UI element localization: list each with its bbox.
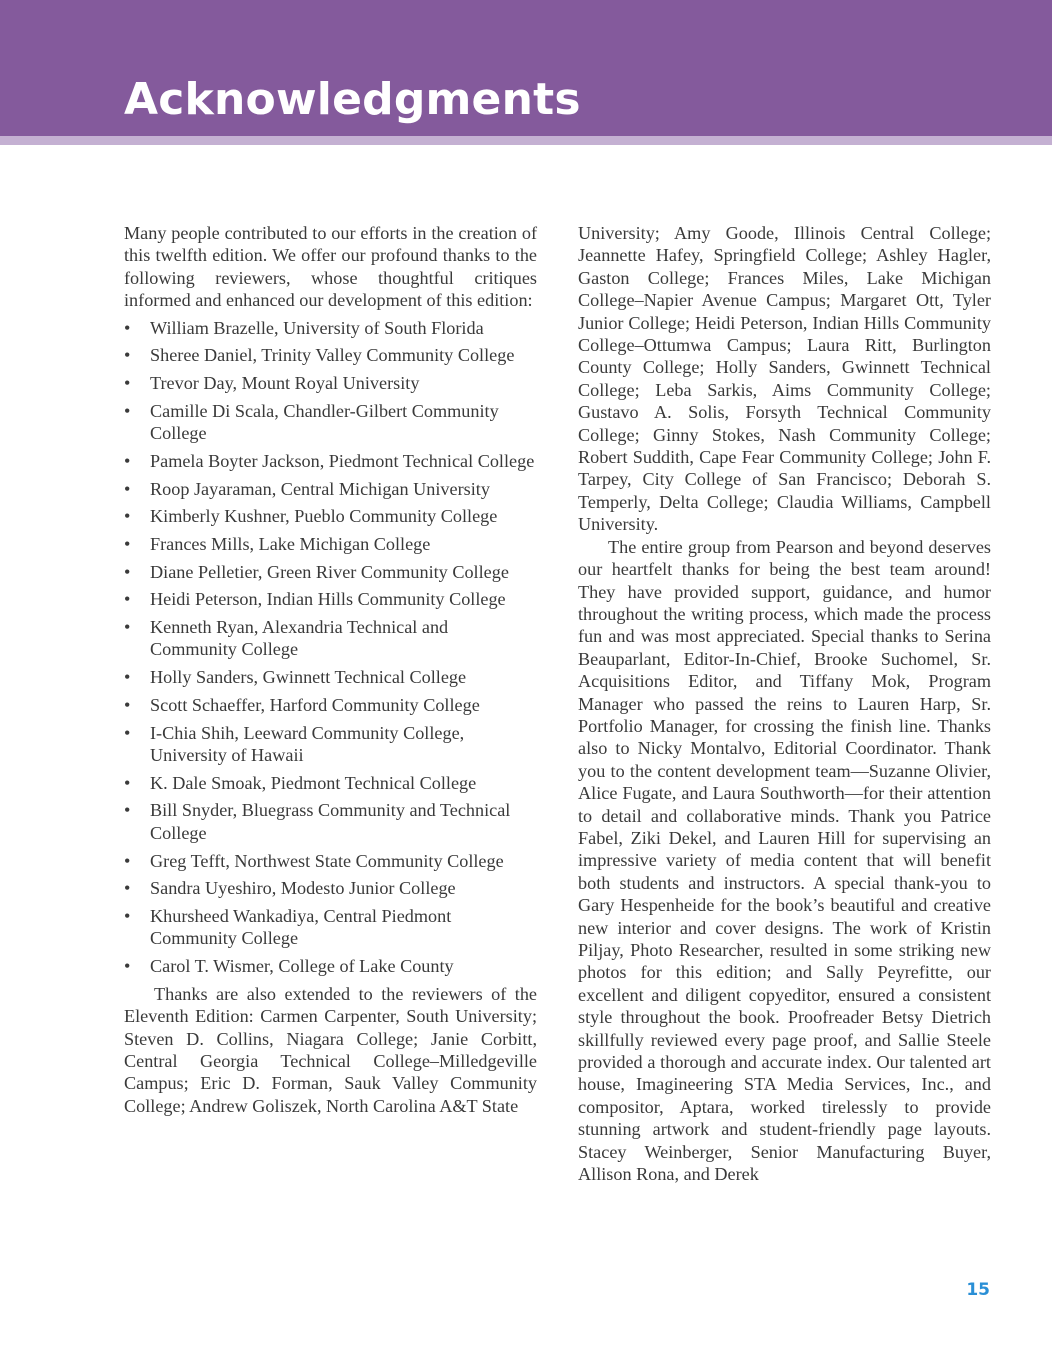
intro-paragraph: Many people contributed to our efforts in the creation of this twelfth edition. We offer our profound thanks to the following reviewers, whose thoughtful critiques informed and enhanced our development of this edition: (124, 223, 537, 311)
reviewer-name: Kimberly Kushner, Pueblo Community College (150, 506, 498, 527)
reviewer-item (124, 588, 537, 610)
reviewer-name: K. Dale Smoak, Piedmont Technical College (150, 772, 477, 793)
reviewer-name: Khursheed Wankadiya, Central Piedmont Community College (150, 905, 452, 949)
reviewer-list (124, 317, 537, 978)
reviewer-name: William Brazelle, University of South Florida (150, 317, 484, 338)
reviewer-item (124, 616, 537, 661)
reviewer-item (124, 694, 537, 716)
pearson-paragraph: The entire group from Pearson and beyond deserves our heartfelt thanks for being the best team around! They have provided support, guidance, and humor throughout the writing process, which made the process fun and was most appreciated. Special thanks to Serina Beauparlant, Editor-In-Chief, Brooke Suchomel, Sr. Acquisitions Editor, and Tiffany Mok, Program Manager who passed the reins to Lauren Harp, Sr. Portfolio Manager, for crossing the finish line. Thanks also to Nicky Montalvo, Editorial Coordinator. Thank you to the content development team—Suzanne Olivier, Alice Fugate, and Laura Southworth—for their attention to detail and collaborative minds. Thank you Patrice Fabel, Ziki Dekel, and Lauren Hill for supervising an impressive variety of media content that will benefit both students and instructors. A special thank-you to Gary Hespenheide for the book’s beautiful and creative new interior and cover designs. The work of Kristin Piljay, Photo Researcher, resulted in some striking new photos for this edition; and Sally Peyrefitte, our excellent and diligent copyeditor, ensured a consistent style throughout the book. Proofreader Betsy Dietrich skillfully reviewed every page proof, and Sallie Steele provided a thorough and accurate index. Our talented art house, Imagineering STA Media Services, Inc., and compositor, Aptara, worked tirelessly to provide stunning artwork and student-friendly page layouts. Stacey Weinberger, Senior Manufacturing Buyer, Allison Rona, and Derek (578, 536, 991, 1185)
bullet-icon: • (124, 850, 131, 871)
bullet-icon: • (124, 345, 131, 366)
eleventh-edition-continued: University; Amy Goode, Illinois Central College; Jeannette Hafey, Springfield College; Ashley Hagler, Gaston College; Frances Miles, Lake Michigan College–Napier Avenue Campus; Margaret Ott, Tyler Junior College; Heidi Peterson, Indian Hills Community College–Ottumwa Campus; Laura Ritt, Burlington County College; Holly Sanders, Gwinnett Technical College; Leba Sarkis, Aims Community College; Gustavo A. Solis, Forsyth Technical Community College; Ginny Stokes, Nash Community College; Robert Suddith, Cape Fear Community College; John F. Tarpey, City College of San Francisco; Deborah S. Temperly, Delta College; Claudia Williams, Campbell University. (578, 223, 991, 535)
reviewer-item (124, 772, 537, 794)
reviewer-name: Roop Jayaraman, Central Michigan University (150, 478, 490, 499)
bullet-icon: • (124, 561, 131, 582)
reviewer-item (124, 722, 537, 767)
right-column (578, 222, 991, 1185)
reviewer-name: Kenneth Ryan, Alexandria Technical and Community College (150, 617, 449, 660)
reviewer-name: Frances Mills, Lake Michigan College (150, 533, 431, 554)
reviewer-item (124, 478, 537, 500)
eleventh-edition-paragraph: Thanks are also extended to the reviewers of the Eleventh Edition: Carmen Carpenter, South University; Steven D. Collins, Niagara College; Janie Corbitt, Central Georgia Technical College–Milledgeville Campus; Eric D. Forman, Sauk Valley Community College; Andrew Goliszek, North Carolina A&T State (124, 983, 537, 1116)
bullet-icon: • (124, 667, 131, 688)
reviewer-item (124, 450, 537, 472)
bullet-icon: • (124, 722, 131, 743)
reviewer-name: Diane Pelletier, Green River Community College (150, 561, 509, 582)
bullet-icon: • (124, 533, 131, 554)
reviewer-item (124, 850, 537, 872)
left-column (124, 222, 537, 1117)
bullet-icon: • (124, 450, 131, 471)
bullet-icon: • (124, 400, 131, 421)
reviewer-name: Holly Sanders, Gwinnett Technical College (150, 667, 467, 688)
reviewer-item (124, 400, 537, 445)
bullet-icon: • (124, 589, 131, 610)
bullet-icon: • (124, 956, 131, 977)
bullet-icon: • (124, 772, 131, 793)
bullet-icon: • (124, 617, 131, 638)
reviewer-item (124, 372, 537, 394)
bullet-icon: • (124, 478, 131, 499)
reviewer-item (124, 666, 537, 688)
reviewer-item (124, 561, 537, 583)
reviewer-item (124, 344, 537, 366)
reviewer-name: Sandra Uyeshiro, Modesto Junior College (150, 878, 456, 899)
reviewer-item (124, 955, 537, 977)
bullet-icon: • (124, 905, 131, 926)
reviewer-item (124, 317, 537, 339)
reviewer-name: Pamela Boyter Jackson, Piedmont Technical College (150, 450, 535, 471)
bullet-icon: • (124, 373, 131, 394)
reviewer-name: I-Chia Shih, Leeward Community College, University of Hawaii (150, 722, 465, 765)
reviewer-name: Greg Tefft, Northwest State Community College (150, 850, 504, 871)
page-title: Acknowledgments (124, 74, 581, 125)
bullet-icon: • (124, 694, 131, 715)
reviewer-name: Camille Di Scala, Chandler-Gilbert Community College (150, 400, 499, 444)
bullet-icon: • (124, 800, 131, 821)
reviewer-name: Bill Snyder, Bluegrass Community and Technical College (150, 800, 511, 843)
reviewer-name: Scott Schaeffer, Harford Community College (150, 694, 480, 715)
reviewer-name: Sheree Daniel, Trinity Valley Community College (150, 345, 515, 366)
reviewer-name: Carol T. Wismer, College of Lake County (150, 956, 454, 977)
bullet-icon: • (124, 878, 131, 899)
reviewer-name: Trevor Day, Mount Royal University (150, 373, 420, 394)
bullet-icon: • (124, 317, 131, 338)
reviewer-name: Heidi Peterson, Indian Hills Community College (150, 589, 506, 610)
page-number: 15 (966, 1280, 990, 1300)
reviewer-item (124, 533, 537, 555)
header-rule (0, 136, 1052, 145)
reviewer-item (124, 505, 537, 527)
reviewer-item (124, 799, 537, 844)
bullet-icon: • (124, 506, 131, 527)
reviewer-item (124, 905, 537, 950)
reviewer-item (124, 877, 537, 899)
